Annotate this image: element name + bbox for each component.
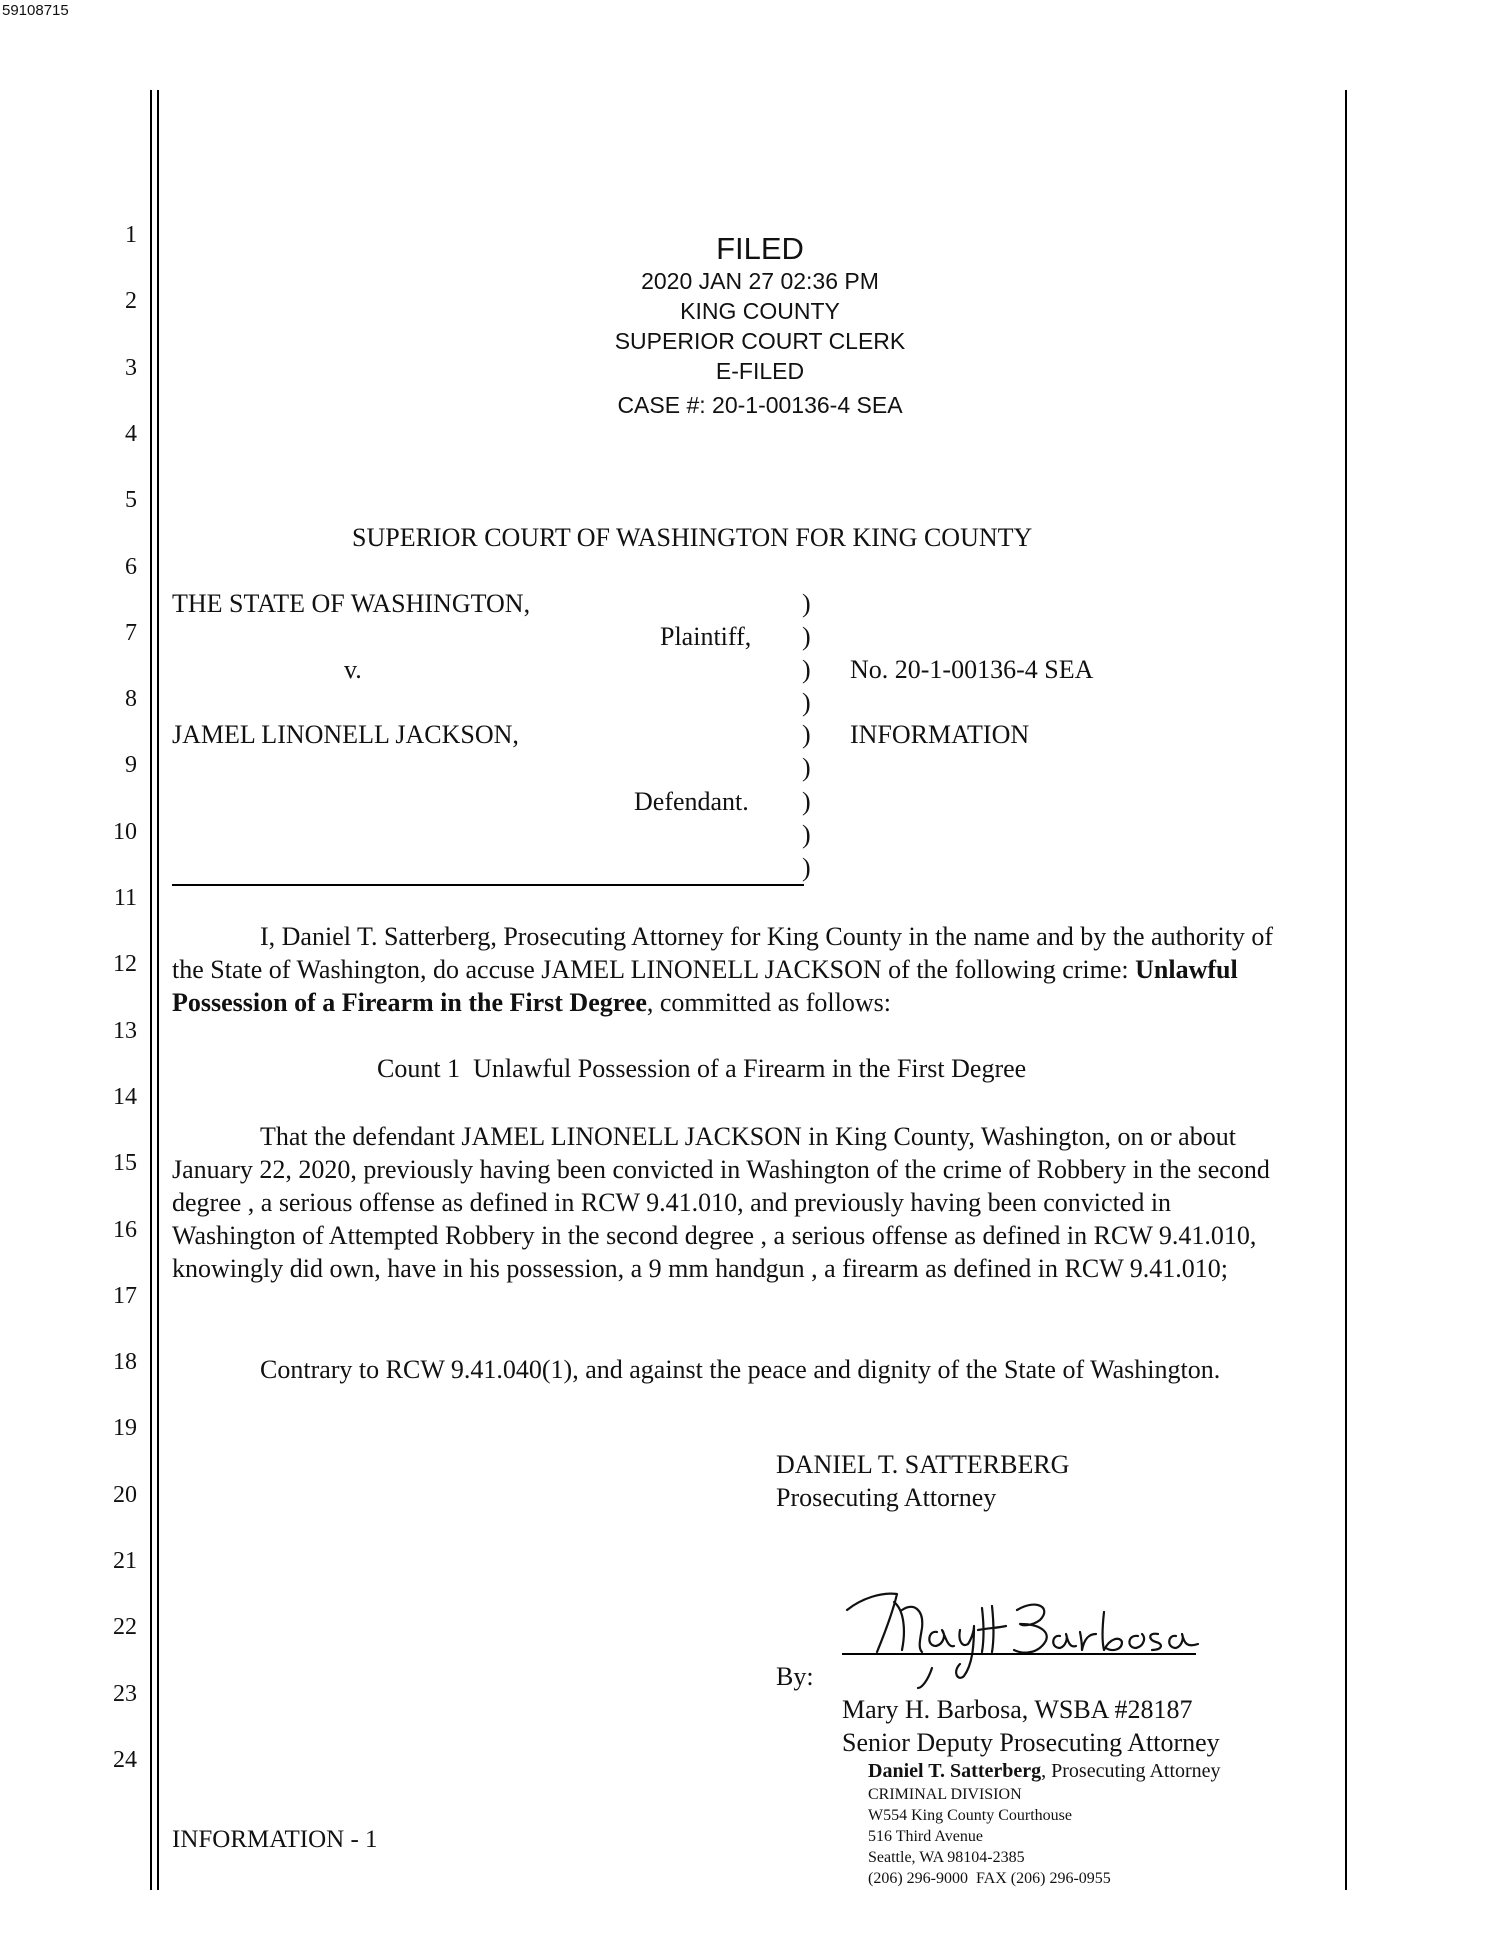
line-number: 24 (113, 1746, 137, 1773)
line-number: 22 (113, 1614, 137, 1641)
intro-text: I, Daniel T. Satterberg, Prosecuting Attorney for King County in the name and by the authority of the State of Washington, do accuse JAMEL LINONELL JACKSON of the following crime: (172, 922, 1274, 984)
line-number: 20 (113, 1481, 137, 1508)
office-name-rest: , Prosecuting Attorney (1041, 1760, 1221, 1782)
line-number: 4 (125, 420, 137, 447)
line-number: 6 (125, 553, 137, 580)
filing-stamp (530, 232, 990, 420)
office-street: 516 Third Avenue (868, 1828, 983, 1845)
count-heading: Count 1 Unlawful Possession of a Firearm in the First Degree (377, 1054, 1027, 1083)
line-number: 16 (113, 1216, 137, 1243)
caption-paren: ) (802, 853, 811, 882)
count-paragraph: That the defendant JAMEL LINONELL JACKSON in King County, Washington, on or about January 22, 2020, previously having been convicted in Washington of the crime of Robbery in the second degree , a serious offense as defined in RCW 9.41.010, and previously having been convicted in Washington of Attempted Robbery in the second degree , a serious offense as defined in RCW 9.41.010, knowingly did own, have in his possession, a 9 mm handgun , a firearm as defined in RCW 9.41.010; (172, 1122, 1270, 1283)
line-number: 7 (125, 619, 137, 646)
handwritten-signature (842, 1580, 1202, 1690)
deputy-name: Mary H. Barbosa, WSBA #28187 (842, 1695, 1193, 1724)
defendant-label: Defendant. (634, 787, 749, 816)
line-number: 9 (125, 752, 137, 779)
line-number: 3 (125, 354, 137, 381)
accusation-paragraph (172, 920, 1292, 1019)
crime-name: Unlawful Possession of a Firearm in the First Degree (172, 955, 1238, 1017)
plaintiff-label: Plaintiff, (660, 622, 752, 651)
line-number: 5 (125, 487, 137, 514)
line-number: 23 (113, 1680, 137, 1707)
stamp-case: CASE #: 20-1-00136-4 SEA (617, 392, 903, 418)
line-number: 19 (113, 1415, 137, 1442)
document-type: INFORMATION (850, 720, 1030, 749)
right-margin-line (1345, 90, 1347, 1890)
stamp-clerk: SUPERIOR COURT CLERK (614, 328, 906, 354)
plaintiff-name: THE STATE OF WASHINGTON, (172, 589, 531, 618)
stamp-filed: FILED (716, 231, 804, 266)
office-name-bold: Daniel T. Satterberg (868, 1760, 1042, 1782)
office-phone: (206) 296-9000 FAX (206) 296-0955 (868, 1870, 1111, 1887)
line-number: 2 (125, 288, 137, 315)
line-number: 17 (113, 1282, 137, 1309)
caption-paren: ) (802, 787, 811, 816)
by-label: By: (776, 1662, 814, 1691)
caption-paren: ) (802, 688, 811, 717)
office-room: W554 King County Courthouse (868, 1807, 1072, 1824)
caption-paren: ) (802, 589, 811, 618)
stamp-county: KING COUNTY (680, 298, 840, 324)
line-number: 8 (125, 686, 137, 713)
office-division: CRIMINAL DIVISION (868, 1786, 1022, 1803)
caption-paren: ) (802, 820, 811, 849)
line-number: 21 (113, 1548, 137, 1574)
caption-paren: ) (802, 622, 811, 651)
office-city: Seattle, WA 98104-2385 (868, 1849, 1025, 1866)
case-number: No. 20-1-00136-4 SEA (850, 655, 1094, 684)
document-id: 59108715 (2, 2, 69, 19)
caption-paren: ) (802, 720, 811, 749)
caption-rule (172, 884, 804, 886)
stamp-efiled: E-FILED (715, 358, 805, 384)
contrary-paragraph: Contrary to RCW 9.41.040(1), and against the peace and dignity of the State of Washington. (260, 1355, 1221, 1384)
line-number: 15 (113, 1150, 137, 1177)
court-title: SUPERIOR COURT OF WASHINGTON FOR KING COUNTY (352, 523, 1033, 552)
defendant-name: JAMEL LINONELL JACKSON, (172, 720, 519, 749)
signature-line (842, 1653, 1196, 1655)
intro-text-end: , committed as follows: (646, 988, 891, 1017)
caption-paren: ) (802, 655, 811, 684)
line-number: 13 (113, 1017, 137, 1044)
prosecutor-name: DANIEL T. SATTERBERG (776, 1450, 1070, 1479)
left-margin-line-outer (150, 90, 152, 1890)
caption-paren: ) (802, 753, 811, 782)
line-number: 11 (113, 885, 137, 911)
deputy-title: Senior Deputy Prosecuting Attorney (842, 1728, 1220, 1757)
office-name (868, 1760, 1221, 1783)
line-number: 18 (113, 1349, 137, 1376)
versus: v. (344, 655, 362, 684)
line-number: 10 (113, 818, 137, 845)
line-number: 1 (125, 222, 137, 248)
left-margin-line-inner (157, 90, 159, 1890)
line-number: 14 (113, 1083, 137, 1110)
line-number: 12 (113, 951, 137, 978)
footer-page-label: INFORMATION - 1 (172, 1826, 378, 1853)
prosecutor-title: Prosecuting Attorney (776, 1483, 997, 1512)
stamp-datetime: 2020 JAN 27 02:36 PM (641, 268, 879, 294)
